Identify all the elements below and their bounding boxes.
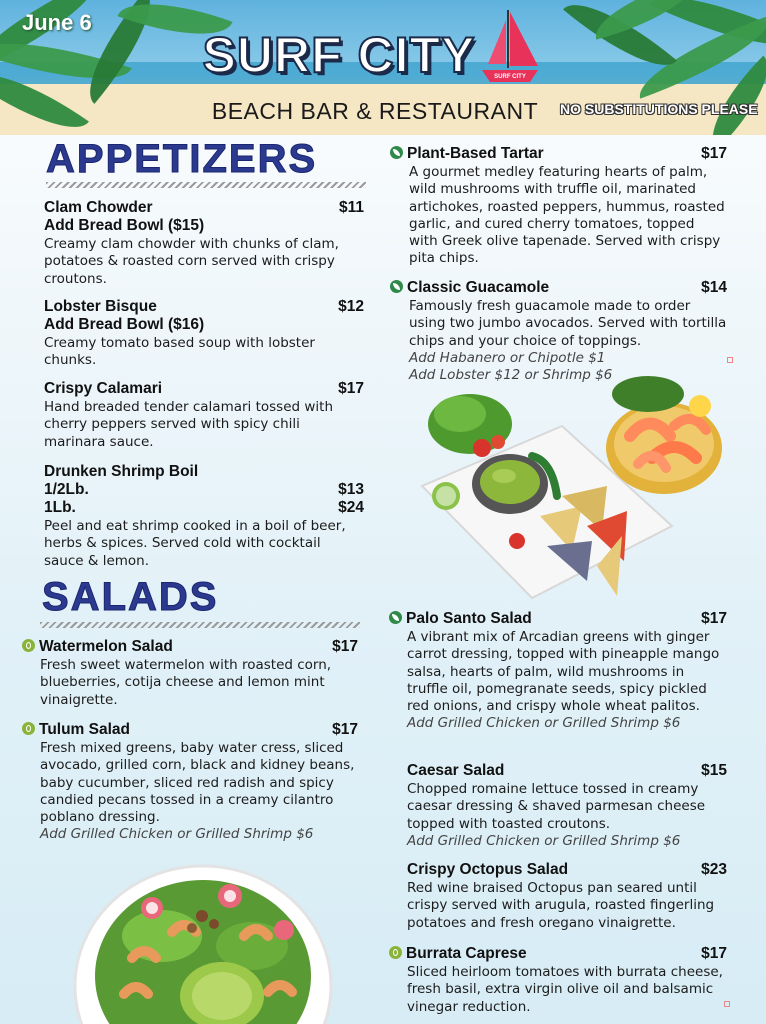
menu-item-crispy-octopus-salad	[407, 861, 727, 932]
item-price: $24	[338, 499, 364, 516]
item-name: Watermelon Salad	[39, 638, 173, 655]
item-name: Clam Chowder	[44, 199, 153, 216]
item-price: $12	[338, 298, 364, 315]
svg-text:SURF CITY: SURF CITY	[494, 74, 526, 80]
item-addon: Add Grilled Chicken or Grilled Shrimp $6	[40, 826, 314, 843]
vegetarian-icon	[22, 639, 35, 652]
menu-item-drunken-shrimp-boil	[44, 463, 364, 570]
vegan-leaf-icon	[390, 280, 403, 293]
item-description: A gourmet medley featuring hearts of palm, wild mushrooms with truffle oil, marinated artichokes, roasted peppers, hummus, roasted garlic, and cured cherry tomatoes, topped with Greek olive tapenade. Served with crispy pita chips.	[409, 164, 725, 267]
appetizers-heading: APPETIZERS	[46, 137, 318, 181]
item-description: Fresh sweet watermelon with roasted corn, blueberries, cotija cheese and lemon mint vinaigrette.	[40, 657, 332, 708]
item-description: Peel and eat shrimp cooked in a boil of beer, herbs & spices. Served cold with cocktail sauce & lemon.	[44, 518, 346, 569]
item-option: Add Bread Bowl ($16)	[44, 316, 205, 333]
item-description: Sliced heirloom tomatoes with burrata cheese, fresh basil, extra virgin olive oil and balsamic vinegar reduction.	[407, 964, 723, 1015]
item-name: Classic Guacamole	[407, 279, 550, 296]
item-price: $15	[701, 762, 727, 779]
restaurant-subtitle: BEACH BAR & RESTAURANT	[211, 98, 539, 124]
item-name: Palo Santo Salad	[406, 610, 532, 627]
salads-heading: SALADS	[42, 575, 219, 619]
item-name: Plant-Based Tartar	[407, 145, 544, 162]
menu-item-plant-based-tartar	[390, 145, 727, 268]
item-price: $17	[701, 610, 727, 627]
item-description: Hand breaded tender calamari tossed with cherry peppers served with spicy chili marinara sauce.	[44, 399, 334, 450]
item-size: 1Lb.	[44, 499, 76, 516]
item-price: $11	[338, 199, 364, 216]
decorative-square	[727, 357, 733, 363]
menu-item-crispy-calamari	[44, 380, 364, 451]
menu-item-clam-chowder	[44, 199, 364, 288]
vegan-leaf-icon	[390, 146, 403, 159]
item-price: $17	[332, 721, 358, 738]
guacamole-and-shrimp-photo	[412, 366, 732, 616]
menu-item-tulum-salad	[22, 721, 358, 844]
item-addon: Add Grilled Chicken or Grilled Shrimp $6	[407, 715, 681, 732]
item-addon: Add Grilled Chicken or Grilled Shrimp $6	[407, 832, 681, 849]
vegan-leaf-icon	[389, 611, 402, 624]
item-description: A vibrant mix of Arcadian greens with ginger carrot dressing, topped with pineapple mango salsa, hearts of palm, wild mushrooms in truffle oil, pomegranate seeds, spicy pickled red onions, and crispy whole wheat palitos.	[407, 629, 720, 715]
salad-bowl-photo	[72, 846, 334, 1024]
item-description: Chopped romaine lettuce tossed in creamy caesar dressing & shaved parmesan cheese topped with toasted croutons.	[407, 781, 706, 832]
menu-item-palo-santo-salad	[389, 610, 727, 733]
menu-item-burrata-caprese	[389, 945, 727, 1016]
item-name: Crispy Octopus Salad	[407, 861, 569, 878]
item-name: Crispy Calamari	[44, 380, 163, 397]
item-price: $17	[332, 638, 358, 655]
menu-header	[0, 0, 766, 135]
item-price: $17	[338, 380, 364, 397]
appetizers-divider	[46, 182, 366, 188]
salads-divider	[40, 622, 360, 628]
sailboat-logo-icon	[478, 6, 542, 88]
vegetarian-icon	[389, 946, 402, 959]
item-description: Fresh mixed greens, baby water cress, sliced avocado, grilled corn, black and kidney beans, baby cucumber, sliced red radish and spicy candied pecans tossed in a creamy cilantro poblano dressing.	[40, 740, 355, 826]
item-description: Famously fresh guacamole made to order using two jumbo avocados. Served with tortilla chips and your choice of toppings.	[409, 298, 727, 349]
item-name: Burrata Caprese	[406, 945, 527, 962]
item-price: $14	[701, 279, 727, 296]
decorative-square	[724, 1001, 730, 1007]
menu-item-caesar-salad	[407, 762, 727, 850]
menu-item-lobster-bisque	[44, 298, 364, 370]
item-description: Red wine braised Octopus pan seared until crispy served with arugula, roasted fingerling potatoes and fresh oregano vinaigrette.	[407, 880, 715, 931]
item-size: 1/2Lb.	[44, 481, 89, 498]
item-price: $17	[701, 945, 727, 962]
vegetarian-icon	[22, 722, 35, 735]
item-name: Lobster Bisque	[44, 298, 157, 315]
item-option: Add Bread Bowl ($15)	[44, 217, 205, 234]
substitution-notice: NO SUBSTITUTIONS PLEASE	[560, 101, 758, 117]
item-addon: Add Lobster $12 or Shrimp $6	[409, 367, 613, 384]
item-name: Drunken Shrimp Boil	[44, 463, 199, 480]
item-addon: Add Habanero or Chipotle $1	[409, 349, 606, 366]
menu-date: June 6	[22, 10, 92, 35]
item-name: Tulum Salad	[39, 721, 131, 738]
item-price: $17	[701, 145, 727, 162]
item-price: $13	[338, 481, 364, 498]
item-description: Creamy clam chowder with chunks of clam, potatoes & roasted corn served with crispy croutons.	[44, 236, 339, 287]
item-name: Caesar Salad	[407, 762, 505, 779]
restaurant-title: SURF CITY	[202, 27, 476, 83]
item-description: Creamy tomato based soup with lobster chunks.	[44, 335, 315, 369]
menu-item-watermelon-salad	[22, 638, 358, 709]
item-price: $23	[701, 861, 727, 878]
